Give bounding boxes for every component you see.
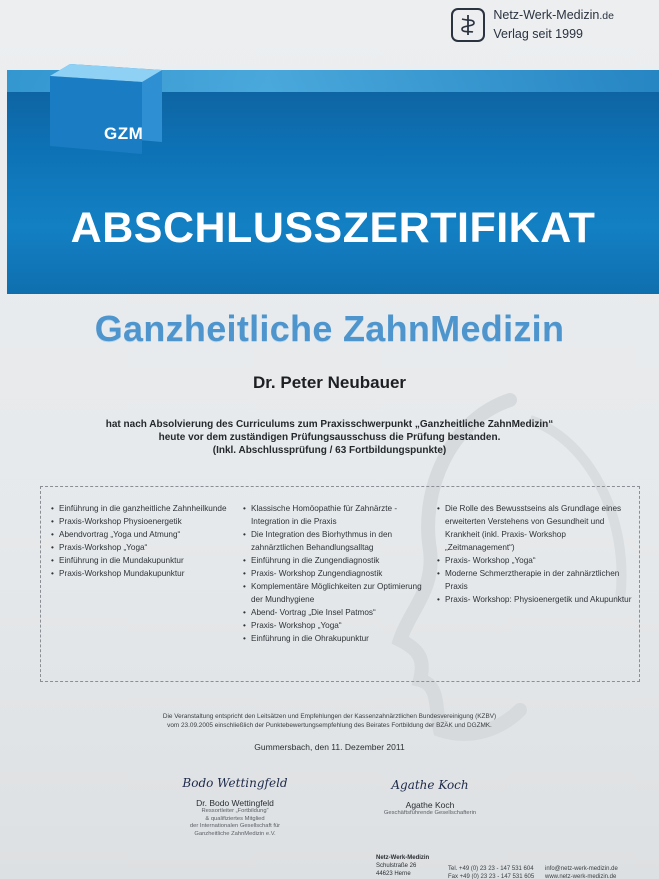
topic-item: • Praxis- Workshop „Yoga“	[243, 619, 431, 632]
note-line: Die Veranstaltung entspricht den Leitsätzen und Empfehlungen der Kassenzahnärztlichen Bundesvereinigung (KZBV)	[162, 713, 497, 720]
footer-city: 44623 Herne	[376, 871, 411, 877]
signatory-role: & qualifiziertes Mitglied	[205, 815, 265, 822]
gzm-label: GZM	[104, 124, 144, 143]
topic-item: • Moderne Schmerztherapie in der zahnärztlichen Praxis	[437, 567, 633, 593]
signatory-name: Dr. Bodo Wettingfeld	[196, 798, 274, 808]
footer-website[interactable]: www.netz-werk-medizin.de	[545, 874, 617, 879]
handwritten-signature: Agathe Koch	[391, 778, 469, 792]
signatory-role: der Internationalen Gesellschaft für	[189, 823, 281, 829]
publisher-tagline: Verlag seit 1999	[493, 27, 583, 41]
signatory-name: Agathe Koch	[405, 800, 455, 810]
publisher-logo	[451, 6, 614, 43]
topic-item: • Einführung in die Zungendiagnostik	[243, 554, 431, 567]
footer-address	[376, 854, 429, 878]
topic-item: • Praxis- Workshop „Yoga“	[437, 554, 633, 567]
topics-column-3	[437, 502, 633, 606]
topic-item: • Die Rolle des Bewusstseins als Grundlage eines erweiterten Verstehens von Gesundheit und Krankheit (inkl. Praxis- Workshop „Zeitmanagement“)	[437, 502, 633, 554]
note-line: vom 23.09.2005 einschließlich der Punktebewertungsempfehlung des Beirates Fortbildung der BZÄK und DGZMK.	[167, 722, 492, 729]
accreditation-note	[0, 712, 659, 730]
handwritten-signature: Bodo Wettingfeld	[182, 776, 288, 790]
signature-block-right	[370, 778, 490, 818]
intro-line: (Inkl. Abschlussprüfung / 63 Fortbildungspunkte)	[212, 445, 447, 456]
topic-item: • Abendvortrag „Yoga und Atmung“	[51, 528, 241, 541]
footer-fax: Fax +49 (0) 23 23 - 147 531 605	[448, 874, 535, 879]
signatory-role: Ressortleiter „Fortbildung“	[201, 808, 269, 814]
intro-line: heute vor dem zuständigen Prüfungsausschuss die Prüfung bestanden.	[158, 432, 501, 443]
topic-item: • Einführung in die Ohrakupunktur	[243, 632, 431, 645]
caduceus-icon	[451, 8, 485, 42]
recipient-name: Dr. Peter Neubauer	[252, 373, 407, 392]
footer-phone: Tel. +49 (0) 23 23 - 147 531 604	[448, 866, 534, 872]
topic-item: • Praxis- Workshop Zungendiagnostik	[243, 567, 431, 580]
footer-email[interactable]: info@netz-werk-medizin.de	[545, 866, 618, 872]
topic-item: • Praxis- Workshop: Physioenergetik und Akupunktur	[437, 593, 633, 606]
topic-item: • Einführung in die Mundakupunktur	[51, 554, 241, 567]
curriculum-topics	[40, 486, 640, 682]
topic-item: • Praxis-Workshop „Yoga“	[51, 541, 241, 554]
topics-column-1	[51, 502, 241, 580]
topic-item: • Praxis-Workshop Mundakupunktur	[51, 567, 241, 580]
footer-web	[545, 865, 618, 879]
topic-item: • Einführung in die ganzheitliche Zahnheilkunde	[51, 502, 241, 515]
topic-item: • Komplementäre Möglichkeiten zur Optimierung der Mundhygiene	[243, 580, 431, 606]
topic-item: • Klassische Homöopathie für Zahnärzte - Integration in die Praxis	[243, 502, 431, 528]
place-and-date: Gummersbach, den 11. Dezember 2011	[254, 742, 405, 752]
topic-item: • Praxis-Workshop Physioenergetik	[51, 515, 241, 528]
footer-company: Netz-Werk-Medizin	[376, 855, 430, 861]
signatory-role: Ganzheitliche ZahnMedizin e.V.	[194, 830, 276, 837]
certificate-title: ABSCHLUSSZERTIFIKAT	[70, 204, 596, 252]
signatory-role: Geschäftsführende Gesellschafterin	[383, 810, 477, 816]
topic-item: • Die Integration des Biorhythmus in den zahnärztlichen Behandlungsalltag	[243, 528, 431, 554]
publisher-name: Netz-Werk-Medizin.de	[493, 8, 614, 22]
intro-text	[0, 418, 659, 457]
intro-line: hat nach Absolvierung des Curriculums zum Praxisschwerpunkt „Ganzheitliche ZahnMedizin“	[105, 419, 554, 430]
footer-street: Schulstraße 26	[376, 863, 417, 869]
footer-contact	[448, 865, 534, 879]
topics-column-2	[243, 502, 431, 645]
topic-item: • Abend- Vortrag „Die Insel Patmos“	[243, 606, 431, 619]
signature-block-left	[150, 776, 320, 838]
program-subtitle: Ganzheitliche ZahnMedizin	[94, 308, 565, 349]
